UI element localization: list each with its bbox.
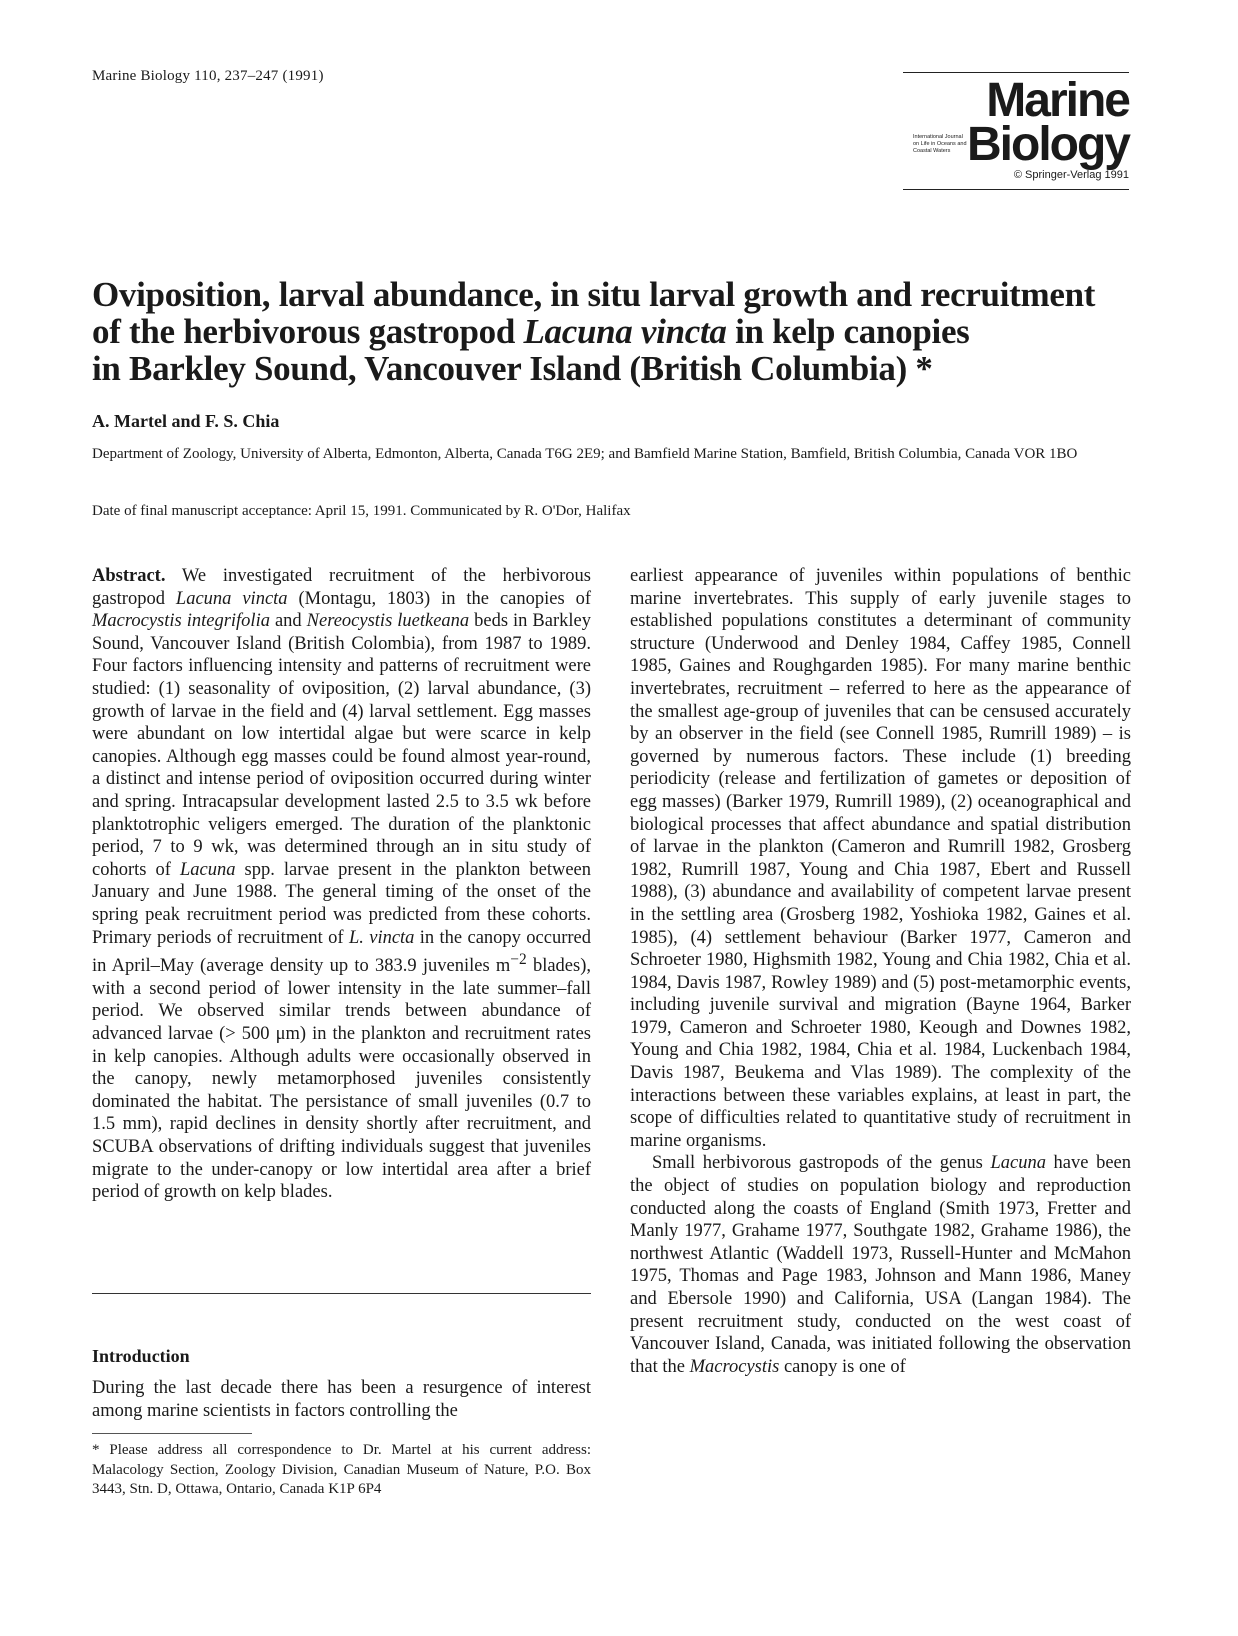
section-heading-introduction: Introduction: [92, 1346, 190, 1366]
abstract: [92, 565, 591, 1204]
logo-bottom-rule: [903, 189, 1129, 190]
logo-copyright: © Springer-Verlag 1991: [1013, 169, 1129, 181]
paragraph-text: canopy is one of: [779, 1356, 906, 1377]
paragraph-text: Small herbivorous gastropods of the genus: [652, 1153, 991, 1174]
affiliation: Department of Zoology, University of Alberta, Edmonton, Alberta, Canada T6G 2E9; and Bamfield Marine Station, Bamfield, British Columbia, Canada VOR 1BO: [92, 446, 1078, 462]
footnote: * Please address all correspondence to Dr. Martel at his current address: Malacology Section, Zoology Division, Canadian Museum of Nature, P.O. Box 3443, Stn. D, Ottawa, Ontario, Canada K1P 6P4: [92, 1442, 591, 1497]
species-name: Lacuna: [990, 1153, 1046, 1174]
species-name: Lacuna: [179, 859, 236, 880]
right-column: [630, 565, 1131, 1378]
species-name: Lacuna vincta: [175, 588, 288, 609]
paragraph: earliest appearance of juveniles within populations of benthic marine invertebrates. This supply of early juvenile stages to established populations constitutes a determinant of community structure (Underwood and Denley 1984, Caffey 1985, Connell 1985, Gaines and Roughgarden 1985). For many marine benthic invertebrates, recruitment – referred to here as the appearance of the smallest age-group of juveniles that can be censused accurately by an observer in the field (see Connell 1985, Rumrill 1989) – is governed by numerous factors. These include (1) breeding periodicity (release and fertilization of gametes or deposition of egg masses) (Barker 1979, Rumrill 1989), (2) oceanographical and biological processes that affect abundance and spatial distribution of larvae in the plankton (Cameron and Rumrill 1982, Grosberg 1982, Rumrill 1987, Young and Chia 1987, Ebert and Russell 1988), (3) abundance and availability of competent larvae present in the settling area (Grosberg 1982, Yoshioka 1982, Gaines et al. 1985), (4) settlement behaviour (Barker 1977, Cameron and Schroeter 1980, Highsmith 1982, Young and Chia 1982, Chia et al. 1984, Davis 1987, Rowley 1989) and (5) post-metamorphic events, including juvenile survival and migration (Bayne 1964, Barker 1979, Cameron and Schroeter 1980, Keough and Downes 1982, Young and Chia 1982, 1984, Chia et al. 1984, Luckenbach 1984, Davis 1987, Beukema and Vlas 1989). The complexity of the interactions between these variables explains, at least in part, the scope of difficulties related to quantitative study of recruitment in marine organisms.: [630, 566, 1131, 1151]
abstract-label: Abstract.: [92, 566, 166, 586]
title-line-1: Oviposition, larval abundance, in situ larval growth and recruitment: [92, 275, 1096, 314]
species-name: Macrocystis: [689, 1356, 780, 1377]
paragraph: [630, 1152, 1131, 1378]
title-line-2b: in kelp canopies: [726, 312, 970, 351]
footnote-divider: [92, 1433, 252, 1434]
logo-subtitle: International Journal on Life in Oceans and Coastal Waters: [913, 134, 967, 154]
species-name: L. vincta: [348, 927, 415, 948]
introduction-text: During the last decade there has been a resurgence of interest among marine scientists in factors controlling the: [92, 1378, 591, 1421]
abstract-text: blades), with a second period of lower intensity in the late summer–fall period. We observed similar trends between abundance of advanced larvae (> 500 μm) in the plankton and recruitment rates in kelp canopies. Although adults were occasionally observed in the canopy, newly metamorphosed juveniles consistently dominated the habitat. The persistance of small juveniles (0.7 to 1.5 mm), rapid declines in density shortly after recruitment, and SCUBA observations of drifting individuals suggest that juveniles migrate to the under-canopy or low intertidal area after a brief period of growth on kelp blades.: [92, 956, 591, 1203]
abstract-text: spp. larvae present in the plankton between January and June 1988. The general timing of the onset of the spring peak recruitment period was predicted from these cohorts. Primary periods of recruitment of: [92, 859, 592, 948]
journal-logo: [903, 72, 1129, 190]
abstract-text: beds in Barkley Sound, Vancouver Island (British Colombia), from 1987 to 1989. Four factors influencing intensity and patterns of recruitment were studied: (1) seasonality of oviposition, (2) larval abundance, (3) growth of larvae in the field and (4) larval settlement. Egg masses were abundant on low intertidal algae but were scarce in kelp canopies. Although egg masses could be found almost year-round, a distinct and intense period of oviposition occurred during winter and spring. Intracapsular development lasted 2.5 to 3.5 wk before planktotrophic veligers emerged. The duration of the planktonic period, 7 to 9 wk, was determined through an in situ study of cohorts of: [92, 611, 591, 880]
logo-word-biology: Biology: [967, 118, 1129, 171]
title-species: Lacuna vincta: [523, 312, 727, 351]
abstract-text: and: [269, 611, 307, 632]
logo-word-marine: Marine: [986, 74, 1129, 127]
abstract-text: in the canopy occurred in April–May (average density up to 383.9 juveniles m: [92, 927, 591, 977]
logo-top-rule: [903, 72, 1129, 73]
species-name: Nereocystis luetkeana: [306, 611, 470, 632]
abstract-divider: [92, 1293, 591, 1294]
paragraph-text: have been the object of studies on population biology and reproduction conducted along the coasts of England (Smith 1973, Fretter and Manly 1977, Grahame 1977, Southgate 1982, Grahame 1986), the northwest Atlantic (Waddell 1973, Russell-Hunter and McMahon 1975, Thomas and Page 1983, Johnson and Mann 1986, Maney and Ebersole 1990) and California, USA (Langan 1984). The present recruitment study, conducted on the west coast of Vancouver Island, Canada, was initiated following the observation that the: [630, 1153, 1131, 1377]
species-name: Macrocystis integrifolia: [92, 611, 270, 632]
acceptance-note: Date of final manuscript acceptance: April 15, 1991. Communicated by R. O'Dor, Halifax: [92, 503, 631, 519]
authors: A. Martel and F. S. Chia: [92, 411, 280, 431]
title-line-2a: of the herbivorous gastropod: [92, 312, 524, 351]
title-line-3: in Barkley Sound, Vancouver Island (British Columbia) *: [92, 349, 933, 388]
superscript: −2: [510, 951, 527, 969]
article-title: [92, 276, 1172, 387]
journal-reference: Marine Biology 110, 237–247 (1991): [92, 68, 324, 84]
abstract-text: We investigated recruitment of the herbivorous gastropod: [92, 566, 591, 609]
abstract-text: (Montagu, 1803) in the canopies of: [287, 588, 592, 609]
